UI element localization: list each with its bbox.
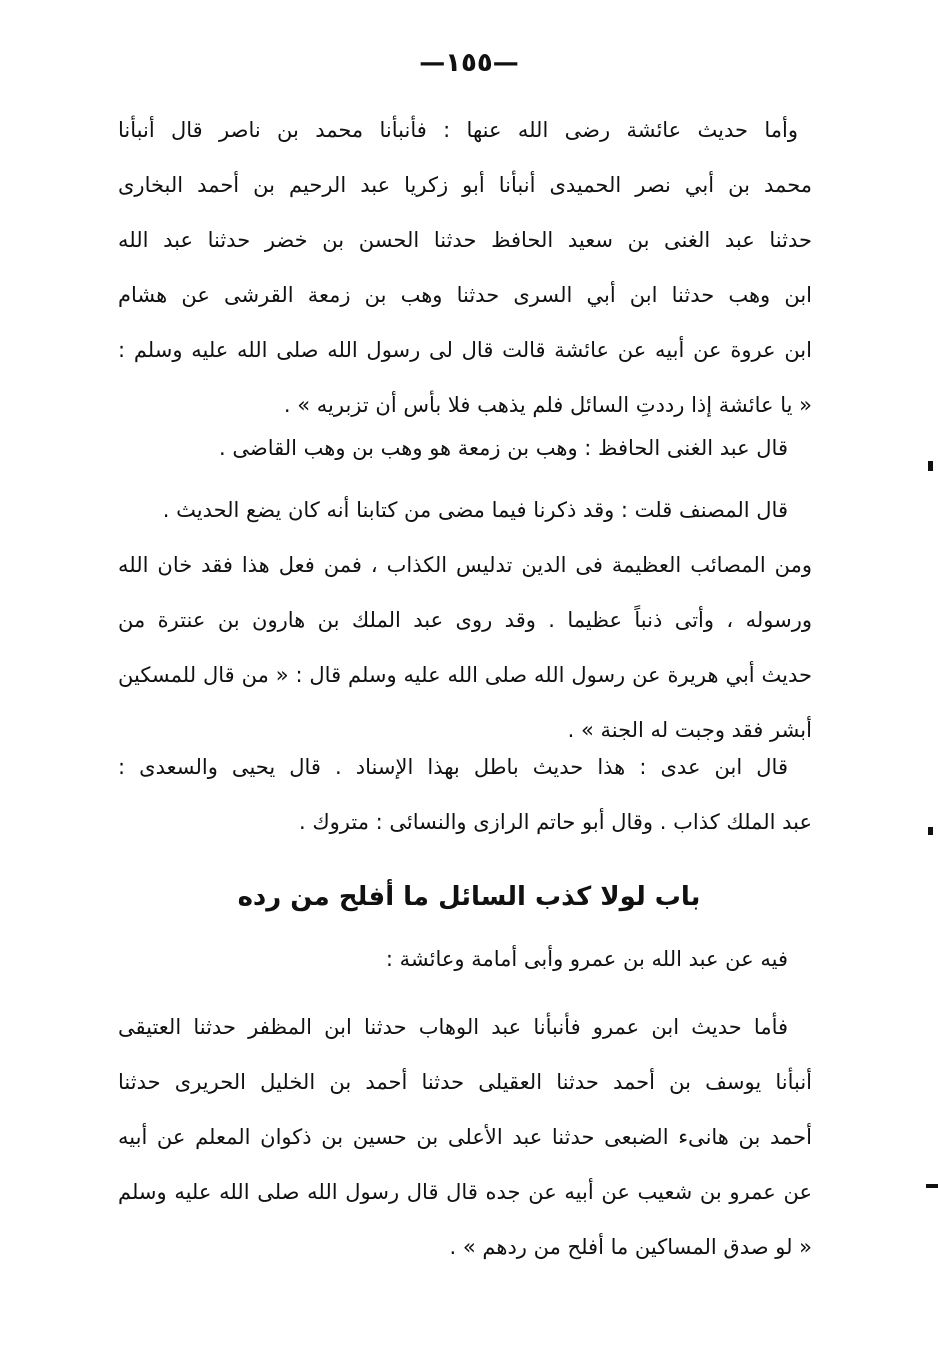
text-line: حدثنا عبد الغنى بن سعيد الحافظ حدثنا الحسن بن خضر حدثنا عبد الله <box>118 228 812 252</box>
text-line: عبد الملك كذاب . وقال أبو حاتم الرازى والنسائى : متروك . <box>298 810 812 834</box>
paragraph-author-note <box>118 483 812 758</box>
text-line: حديث أبي هريرة عن رسول الله صلى الله عليه وسلم قال : « من قال للمسكين <box>118 663 812 687</box>
paragraph-abd-al-ghani <box>118 421 812 476</box>
text-line: ورسوله ، وأتى ذنباً عظيما . وقد روى عبد الملك بن هارون بن عنترة من <box>118 608 812 632</box>
paragraph-ibn-adi <box>118 740 812 850</box>
text-line: قال عبد الغنى الحافظ : وهب بن زمعة هو وهب بن وهب القاضى . <box>219 436 788 460</box>
margin-mark <box>928 827 933 835</box>
paragraph-aisha-hadith <box>118 103 812 433</box>
text-line: قال ابن عدى : هذا حديث باطل بهذا الإسناد . قال يحيى والسعدى : <box>118 755 788 779</box>
text-line: ابن وهب حدثنا ابن أبي السرى حدثنا وهب بن زمعة القرشى عن هشام <box>118 283 812 307</box>
text-line: عن عمرو بن شعيب عن أبيه عن جده قال قال رسول الله صلى الله عليه وسلم <box>118 1180 812 1204</box>
text-line: فأما حديث ابن عمرو فأنبأنا عبد الوهاب حدثنا ابن المظفر حدثنا العتيقى <box>118 1015 788 1039</box>
text-line: ومن المصائب العظيمة فى الدين تدليس الكذاب ، فمن فعل هذا فقد خان الله <box>118 553 812 577</box>
chapter-heading: باب لولا كذب السائل ما أفلح من رده <box>237 882 701 912</box>
text-line: فيه عن عبد الله بن عمرو وأبى أمامة وعائشة : <box>385 947 788 971</box>
text-line: أحمد بن هانىء الضبعى حدثنا عبد الأعلى بن حسين بن ذكوان المعلم عن أبيه <box>118 1125 812 1149</box>
text-line: محمد بن أبي نصر الحميدى أنبأنا أبو زكريا عبد الرحيم بن أحمد البخارى <box>118 173 812 197</box>
text-line: « لو صدق المساكين ما أفلح من ردهم » . <box>449 1235 812 1259</box>
text-line: وأما حديث عائشة رضى الله عنها : فأنبأنا محمد بن ناصر قال أنبأنا <box>118 118 798 142</box>
paragraph-ibn-amr-hadith <box>118 1000 812 1275</box>
text-line: أبشر فقد وجبت له الجنة » . <box>567 718 812 742</box>
text-line: أنبأنا يوسف بن أحمد حدثنا العقيلى حدثنا أحمد بن الخليل الحريرى حدثنا <box>118 1070 812 1094</box>
text-line: ابن عروة عن أبيه عن عائشة قالت قال لى رسول الله صلى الله عليه وسلم : <box>118 338 812 362</box>
page-number: —١٥٥— <box>419 48 519 78</box>
margin-mark <box>926 1184 938 1188</box>
margin-mark <box>928 461 933 471</box>
text-line: قال المصنف قلت : وقد ذكرنا فيما مضى من كتابنا أنه كان يضع الحديث . <box>162 498 788 522</box>
paragraph-chapter-intro <box>118 932 812 987</box>
text-line: « يا عائشة إذا رددتِ السائل فلم يذهب فلا بأس أن تزبريه » . <box>283 393 812 417</box>
